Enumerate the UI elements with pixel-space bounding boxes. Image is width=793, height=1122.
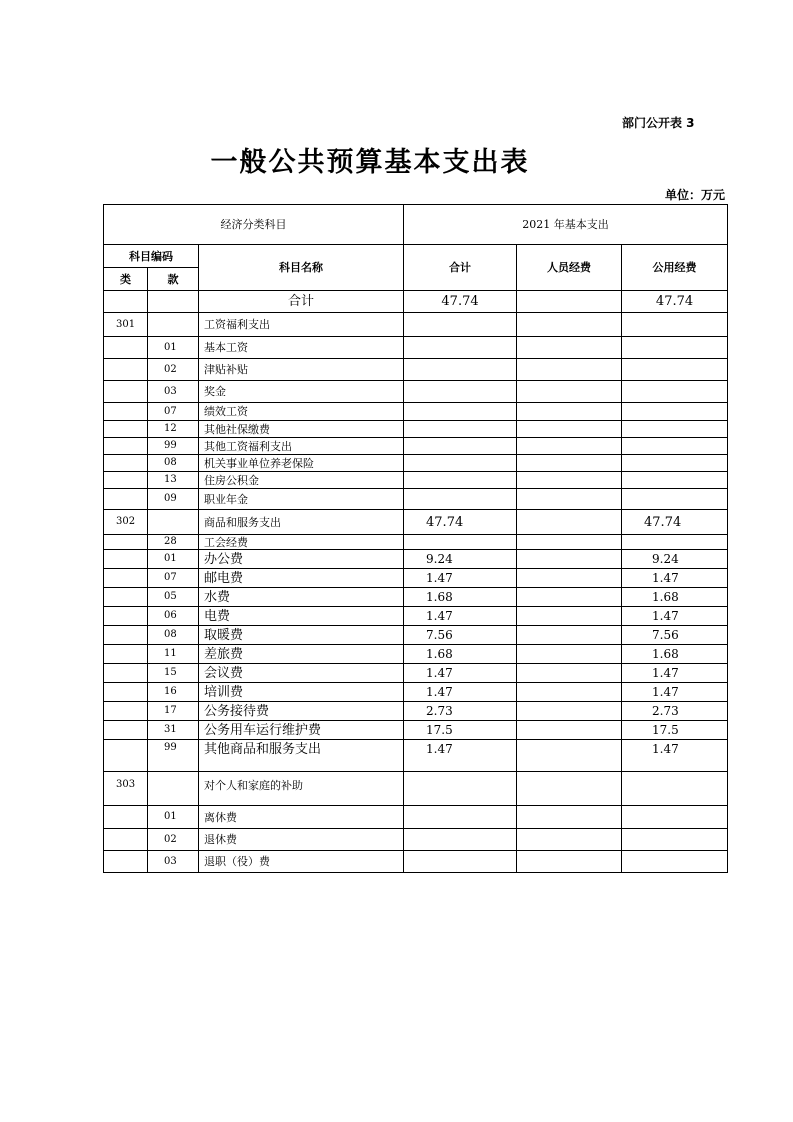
subject-class-code: [104, 337, 148, 359]
amount-public: [622, 489, 728, 510]
subject-name: 基本工资: [199, 337, 404, 359]
amount-total: 1.47: [404, 569, 517, 588]
amount-personnel: [517, 806, 622, 829]
table-row: [104, 702, 728, 721]
amount-total: 1.47: [404, 664, 517, 683]
amount-personnel: [517, 740, 622, 772]
amount-total: 1.68: [404, 588, 517, 607]
amount-total: 47.74: [404, 510, 517, 535]
subject-class-code: [104, 455, 148, 472]
amount-total: [404, 359, 517, 381]
amount-public: 1.47: [622, 569, 728, 588]
header-subject-code: 科目编码: [104, 245, 199, 268]
amount-personnel: [517, 535, 622, 550]
table-row: [104, 806, 728, 829]
amount-total: [404, 806, 517, 829]
subject-name: 奖金: [199, 381, 404, 403]
amount-personnel: [517, 421, 622, 438]
subject-name: 水费: [199, 588, 404, 607]
subject-name: 对个人和家庭的补助: [199, 772, 404, 806]
table-row: [104, 438, 728, 455]
amount-personnel: [517, 381, 622, 403]
subject-item-code: 07: [148, 569, 199, 588]
amount-public: [622, 535, 728, 550]
subject-class-code: [104, 569, 148, 588]
header-row-2: [104, 245, 728, 268]
table-row: [104, 829, 728, 851]
amount-public: 9.24: [622, 550, 728, 569]
amount-public: [622, 472, 728, 489]
subject-name: 其他工资福利支出: [199, 438, 404, 455]
subject-item-code: 13: [148, 472, 199, 489]
table-row: [104, 607, 728, 626]
table-row: [104, 535, 728, 550]
subject-class-code: [104, 489, 148, 510]
amount-total: [404, 535, 517, 550]
table-row: [104, 740, 728, 772]
subject-class-code: [104, 626, 148, 645]
subject-class-code: [104, 806, 148, 829]
amount-public: [622, 421, 728, 438]
total-lei: [104, 291, 148, 313]
table-row: [104, 772, 728, 806]
amount-personnel: [517, 702, 622, 721]
amount-total: [404, 455, 517, 472]
subject-class-code: [104, 607, 148, 626]
header-lei: 类: [104, 268, 148, 291]
amount-total: [404, 472, 517, 489]
subject-class-code: [104, 535, 148, 550]
subject-name: 机关事业单位养老保险: [199, 455, 404, 472]
amount-personnel: [517, 721, 622, 740]
amount-public: 2.73: [622, 702, 728, 721]
amount-total: 1.47: [404, 607, 517, 626]
amount-public: 17.5: [622, 721, 728, 740]
subject-name: 邮电费: [199, 569, 404, 588]
document-number: 部门公开表 3: [622, 116, 695, 130]
subject-class-code: [104, 645, 148, 664]
amount-personnel: [517, 772, 622, 806]
table-row: [104, 588, 728, 607]
amount-personnel: [517, 626, 622, 645]
amount-total: [404, 313, 517, 337]
total-kuan: [148, 291, 199, 313]
amount-personnel: [517, 829, 622, 851]
amount-public: [622, 337, 728, 359]
table-row: [104, 721, 728, 740]
subject-name: 工资福利支出: [199, 313, 404, 337]
header-econ-class: 经济分类科目: [104, 205, 404, 245]
amount-personnel: [517, 569, 622, 588]
amount-total: [404, 829, 517, 851]
subject-name: 商品和服务支出: [199, 510, 404, 535]
table-row: [104, 403, 728, 421]
amount-total: [404, 438, 517, 455]
subject-class-code: [104, 829, 148, 851]
total-public: 47.74: [622, 291, 728, 313]
subject-class-code: [104, 740, 148, 772]
subject-name: 会议费: [199, 664, 404, 683]
subject-item-code: 08: [148, 626, 199, 645]
subject-name: 其他社保缴费: [199, 421, 404, 438]
subject-name: 职业年金: [199, 489, 404, 510]
header-personnel: 人员经费: [517, 245, 622, 291]
amount-personnel: [517, 489, 622, 510]
amount-total: 1.47: [404, 740, 517, 772]
subject-class-code: [104, 381, 148, 403]
amount-public: 1.47: [622, 740, 728, 772]
subject-class-code: [104, 721, 148, 740]
subject-item-code: 28: [148, 535, 199, 550]
subject-item-code: 16: [148, 683, 199, 702]
amount-public: [622, 359, 728, 381]
amount-public: 1.47: [622, 607, 728, 626]
amount-personnel: [517, 472, 622, 489]
amount-personnel: [517, 313, 622, 337]
subject-item-code: 01: [148, 550, 199, 569]
amount-public: [622, 806, 728, 829]
subject-name: 办公费: [199, 550, 404, 569]
subject-item-code: 12: [148, 421, 199, 438]
subject-name: 退休费: [199, 829, 404, 851]
amount-personnel: [517, 510, 622, 535]
subject-item-code: 99: [148, 438, 199, 455]
total-amount: 47.74: [404, 291, 517, 313]
subject-name: 离休费: [199, 806, 404, 829]
amount-personnel: [517, 645, 622, 664]
subject-name: 退职（役）费: [199, 851, 404, 873]
table-row: [104, 359, 728, 381]
subject-class-code: [104, 550, 148, 569]
subject-class-code: [104, 438, 148, 455]
subject-name: 绩效工资: [199, 403, 404, 421]
subject-item-code: [148, 313, 199, 337]
subject-item-code: 31: [148, 721, 199, 740]
amount-public: [622, 403, 728, 421]
total-label: 合计: [199, 291, 404, 313]
subject-item-code: 01: [148, 337, 199, 359]
amount-personnel: [517, 664, 622, 683]
subject-item-code: 02: [148, 829, 199, 851]
subject-name: 公务用车运行维护费: [199, 721, 404, 740]
amount-total: [404, 381, 517, 403]
table-row: [104, 645, 728, 664]
subject-class-code: 301: [104, 313, 148, 337]
amount-personnel: [517, 607, 622, 626]
amount-personnel: [517, 337, 622, 359]
table-row: [104, 489, 728, 510]
subject-name: 公务接待费: [199, 702, 404, 721]
table-row: [104, 421, 728, 438]
subject-item-code: [148, 772, 199, 806]
amount-total: [404, 489, 517, 510]
table-row: [104, 664, 728, 683]
subject-item-code: 11: [148, 645, 199, 664]
subject-item-code: 06: [148, 607, 199, 626]
amount-public: 1.68: [622, 645, 728, 664]
header-row-1: [104, 205, 728, 245]
amount-public: 47.74: [622, 510, 728, 535]
subject-class-code: [104, 472, 148, 489]
table-row: [104, 337, 728, 359]
amount-public: 1.47: [622, 683, 728, 702]
subject-item-code: 08: [148, 455, 199, 472]
subject-name: 取暖费: [199, 626, 404, 645]
header-subject-name: 科目名称: [199, 245, 404, 291]
table-row: [104, 851, 728, 873]
amount-personnel: [517, 683, 622, 702]
subject-name: 培训费: [199, 683, 404, 702]
total-personnel: [517, 291, 622, 313]
amount-personnel: [517, 403, 622, 421]
amount-total: 1.68: [404, 645, 517, 664]
amount-public: 1.68: [622, 588, 728, 607]
amount-public: [622, 829, 728, 851]
subject-name: 住房公积金: [199, 472, 404, 489]
header-public: 公用经费: [622, 245, 728, 291]
table-row: [104, 569, 728, 588]
subject-class-code: [104, 421, 148, 438]
table-row: [104, 510, 728, 535]
amount-personnel: [517, 438, 622, 455]
subject-item-code: 09: [148, 489, 199, 510]
table-row: [104, 683, 728, 702]
subject-item-code: 03: [148, 381, 199, 403]
total-row: [104, 291, 728, 313]
amount-personnel: [517, 588, 622, 607]
amount-public: [622, 772, 728, 806]
subject-class-code: [104, 702, 148, 721]
subject-class-code: [104, 403, 148, 421]
amount-public: 1.47: [622, 664, 728, 683]
subject-item-code: 15: [148, 664, 199, 683]
subject-item-code: 17: [148, 702, 199, 721]
amount-personnel: [517, 550, 622, 569]
amount-personnel: [517, 359, 622, 381]
subject-class-code: 303: [104, 772, 148, 806]
subject-name: 津贴补贴: [199, 359, 404, 381]
table-row: [104, 472, 728, 489]
amount-public: [622, 455, 728, 472]
subject-class-code: [104, 588, 148, 607]
table-row: [104, 313, 728, 337]
amount-total: [404, 851, 517, 873]
subject-item-code: 07: [148, 403, 199, 421]
unit-label: 单位：万元: [664, 188, 725, 202]
subject-class-code: [104, 359, 148, 381]
subject-class-code: [104, 683, 148, 702]
amount-public: [622, 438, 728, 455]
table-row: [104, 626, 728, 645]
amount-total: 2.73: [404, 702, 517, 721]
subject-item-code: [148, 510, 199, 535]
subject-class-code: [104, 664, 148, 683]
subject-class-code: 302: [104, 510, 148, 535]
subject-item-code: 01: [148, 806, 199, 829]
amount-public: [622, 313, 728, 337]
subject-item-code: 03: [148, 851, 199, 873]
amount-total: [404, 403, 517, 421]
table-row: [104, 455, 728, 472]
subject-name: 其他商品和服务支出: [199, 740, 404, 772]
amount-total: 1.47: [404, 683, 517, 702]
table-row: [104, 381, 728, 403]
amount-public: [622, 381, 728, 403]
subject-item-code: 02: [148, 359, 199, 381]
amount-total: 7.56: [404, 626, 517, 645]
subject-item-code: 99: [148, 740, 199, 772]
header-total: 合计: [404, 245, 517, 291]
amount-personnel: [517, 455, 622, 472]
budget-table: [103, 204, 728, 873]
amount-total: [404, 421, 517, 438]
subject-name: 工会经费: [199, 535, 404, 550]
page-title: 一般公共预算基本支出表: [210, 147, 530, 178]
amount-total: 9.24: [404, 550, 517, 569]
amount-public: 7.56: [622, 626, 728, 645]
subject-item-code: 05: [148, 588, 199, 607]
header-year-expense: 2021 年基本支出: [404, 205, 728, 245]
amount-total: 17.5: [404, 721, 517, 740]
amount-personnel: [517, 851, 622, 873]
subject-name: 电费: [199, 607, 404, 626]
amount-total: [404, 772, 517, 806]
subject-class-code: [104, 851, 148, 873]
subject-name: 差旅费: [199, 645, 404, 664]
header-kuan: 款: [148, 268, 199, 291]
amount-public: [622, 851, 728, 873]
amount-total: [404, 337, 517, 359]
table-row: [104, 550, 728, 569]
